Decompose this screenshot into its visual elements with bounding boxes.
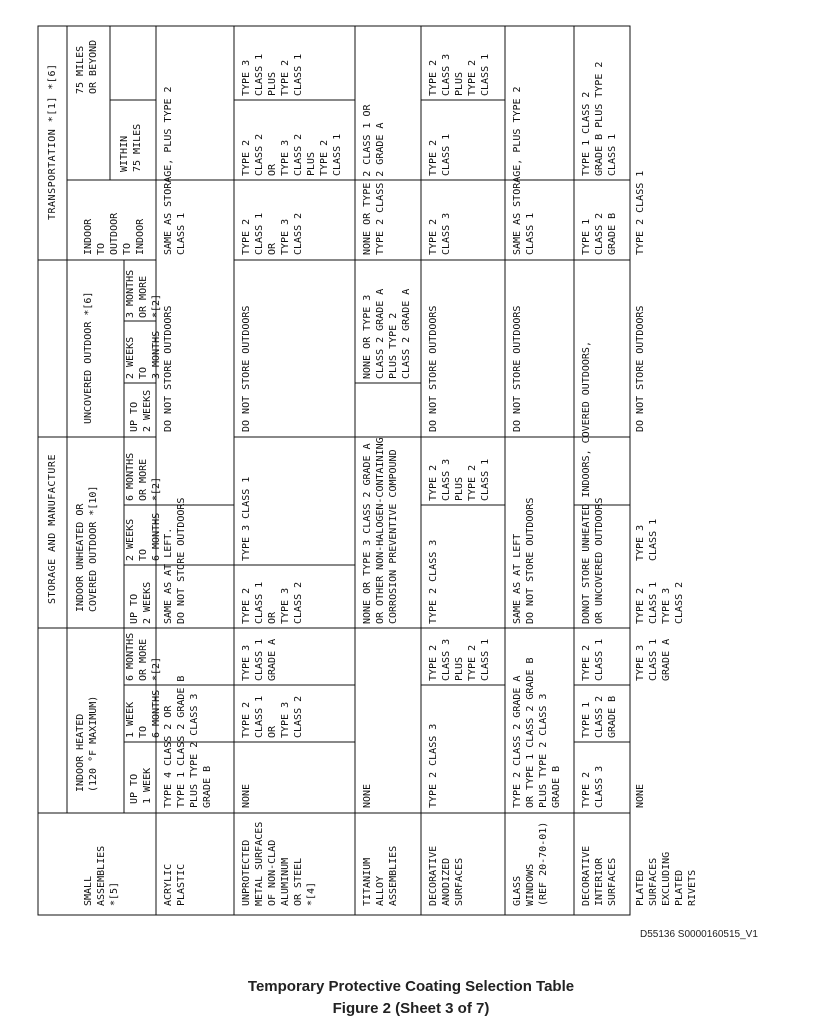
- metal-heated-3: TYPE 3 CLASS 1 GRADE A: [241, 638, 278, 681]
- row-name-acrylic: ACRYLIC PLASTIC: [163, 863, 187, 906]
- glass-heated: TYPE 2 CLASS 2 GRADE A OR TYPE 1 CLASS 2 GRADE B PLUS TYPE 2 CLASS 3 GRADE B: [512, 657, 562, 808]
- plated-heated-12: NONE: [635, 783, 646, 808]
- anodized-unheated-3: TYPE 2 CLASS 3 PLUS TYPE 2 CLASS 1: [428, 458, 491, 501]
- metal-uncovered: DO NOT STORE OUTDOORS: [241, 305, 252, 432]
- header-up-to-2-weeks: UP TO 2 WEEKS: [129, 581, 153, 624]
- metal-transport-1: TYPE 2 CLASS 1 OR TYPE 3 CLASS 2: [241, 212, 304, 255]
- anodized-transport-3: TYPE 2 CLASS 3 PLUS TYPE 2 CLASS 1: [428, 53, 491, 96]
- caption-title: Temporary Protective Coating Selection Table: [247, 978, 575, 995]
- plated-unheated-1: TYPE 2 CLASS 1 TYPE 3 CLASS 2: [635, 581, 685, 624]
- metal-transport-3: TYPE 3 CLASS 1 PLUS TYPE 2 CLASS 1: [241, 53, 304, 96]
- anodized-uncovered: DO NOT STORE OUTDOORS: [428, 305, 439, 432]
- header-small-assemblies: SMALL ASSEMBLIES *[5]: [83, 845, 120, 906]
- titanium-transport: NONE OR TYPE 2 CLASS 1 OR TYPE 2 CLASS 2 GRADE A: [362, 104, 386, 255]
- row-name-glass: GLASS WINDOWS (REF 20-70-01): [512, 821, 549, 906]
- interior-heated-3: TYPE 2 CLASS 1: [581, 638, 605, 681]
- acrylic-unheated: SAME AS AT LEFT. DO NOT STORE OUTDOORS: [163, 497, 187, 624]
- row-name-titanium: TITANIUM ALLOY ASSEMBLIES: [362, 845, 399, 906]
- anodized-heated-3: TYPE 2 CLASS 3 PLUS TYPE 2 CLASS 1: [428, 638, 491, 681]
- metal-unheated-23: TYPE 3 CLASS 1: [241, 476, 252, 561]
- header-indoor-unheated: INDOOR UNHEATED OR COVERED OUTDOOR *[10]: [75, 485, 99, 612]
- metal-heated-1: NONE: [241, 783, 252, 808]
- caption-figure: Figure 2 (Sheet 3 of 7): [332, 1000, 490, 1017]
- header-2-weeks-3-months: 2 WEEKS TO 3 MONTHS: [125, 330, 162, 379]
- glass-transport: SAME AS STORAGE, PLUS TYPE 2 CLASS 1: [512, 86, 536, 255]
- metal-heated-2: TYPE 2 CLASS 1 OR TYPE 3 CLASS 2: [241, 695, 304, 738]
- header-6-months-more: 6 MONTHS OR MORE *[2]: [125, 632, 162, 681]
- row-name-interior: DECORATIVE INTERIOR SURFACES: [581, 845, 618, 906]
- header-2-weeks-6-months: 2 WEEKS TO 6 MONTHS: [125, 512, 162, 561]
- anodized-transport-2: TYPE 2 CLASS 1: [428, 133, 452, 176]
- header-within-75-miles: WITHIN 75 MILES: [119, 123, 143, 172]
- interior-heated-2: TYPE 1 CLASS 2 GRADE B: [581, 695, 618, 738]
- plated-unheated-23: TYPE 3 CLASS 1: [635, 518, 659, 561]
- header-3-months-more: 3 MONTHS OR MORE *[2]: [125, 269, 162, 318]
- interior-transport-1: TYPE 1 CLASS 2 GRADE B: [581, 212, 618, 255]
- acrylic-transport: SAME AS STORAGE, PLUS TYPE 2 CLASS 1: [163, 86, 187, 255]
- header-up-to-1-week: UP TO 1 WEEK: [129, 767, 153, 804]
- metal-transport-2: TYPE 2 CLASS 2 OR TYPE 3 CLASS 2 PLUS TYPE 2 CLASS 1: [241, 133, 343, 176]
- titanium-unheated: NONE OR TYPE 3 CLASS 2 GRADE A OR OTHER NON-HALOGEN-CONTAINING CORROSION PREVENTIVE COMPOUND: [362, 437, 399, 624]
- header-uncovered-outdoor: UNCOVERED OUTDOOR *[6]: [83, 291, 94, 424]
- plated-heated-3: TYPE 3 CLASS 1 GRADE A: [635, 638, 672, 681]
- plated-uncovered: DO NOT STORE OUTDOORS: [635, 305, 646, 432]
- interior-heated-1: TYPE 2 CLASS 3: [581, 765, 605, 808]
- row-name-anodized: DECORATIVE ANODIZED SURFACES: [428, 845, 465, 906]
- glass-unheated: SAME AS AT LEFT DO NOT STORE OUTDOORS: [512, 497, 536, 624]
- document-id: D55136 S0000160515_V1: [640, 929, 758, 940]
- titanium-heated: NONE: [362, 783, 373, 808]
- interior-transport-23: TYPE 1 CLASS 2 GRADE B PLUS TYPE 2 CLASS 1: [581, 61, 618, 176]
- row-name-unprotected-metal: UNPROTECTED METAL SURFACES OF NON-CLAD ALUMINUM OR STEEL *[4]: [241, 821, 317, 906]
- metal-unheated-1: TYPE 2 CLASS 1 OR TYPE 3 CLASS 2: [241, 581, 304, 624]
- glass-uncovered: DO NOT STORE OUTDOORS: [512, 305, 523, 432]
- anodized-heated-12: TYPE 2 CLASS 3: [428, 723, 439, 808]
- row-name-plated: PLATED SURFACES EXCLUDING PLATED RIVETS: [635, 851, 698, 906]
- header-transportation: TRANSPORTATION *[1] *[6]: [47, 63, 58, 220]
- header-indoor-heated: INDOOR HEATED (120 °F MAXIMUM): [75, 695, 99, 792]
- interior-unheated-uncovered: DONOT STORE UNHEATED INDOORS, COVERED OUTDOORS, OR UNCOVERED OUTDOORS: [581, 341, 605, 624]
- acrylic-uncovered: DO NOT STORE OUTDOORS: [163, 305, 174, 432]
- header-1-week-6-months: 1 WEEK TO 6 MONTHS: [125, 689, 162, 738]
- anodized-unheated-12: TYPE 2 CLASS 3: [428, 539, 439, 624]
- plated-transport: TYPE 2 CLASS 1: [635, 170, 646, 255]
- header-6-months-more-b: 6 MONTHS OR MORE *[2]: [125, 452, 162, 501]
- anodized-transport-1: TYPE 2 CLASS 3: [428, 212, 452, 255]
- header-storage-manufacture: STORAGE AND MANUFACTURE: [47, 454, 58, 604]
- titanium-uncovered-3: NONE OR TYPE 3 CLASS 2 GRADE A PLUS TYPE 2 CLASS 2 GRADE A: [362, 288, 412, 379]
- header-indoor-to-outdoor: INDOOR TO OUTDOOR TO INDOOR: [83, 212, 146, 255]
- acrylic-heated: TYPE 4 CLASS 2 OR TYPE 1 CLASS 2 GRADE B PLUS TYPE 2 CLASS 3 GRADE B: [163, 675, 213, 808]
- header-up-to-2-weeks-b: UP TO 2 WEEKS: [129, 389, 153, 432]
- header-75-miles-beyond: 75 MILES OR BEYOND: [75, 39, 99, 94]
